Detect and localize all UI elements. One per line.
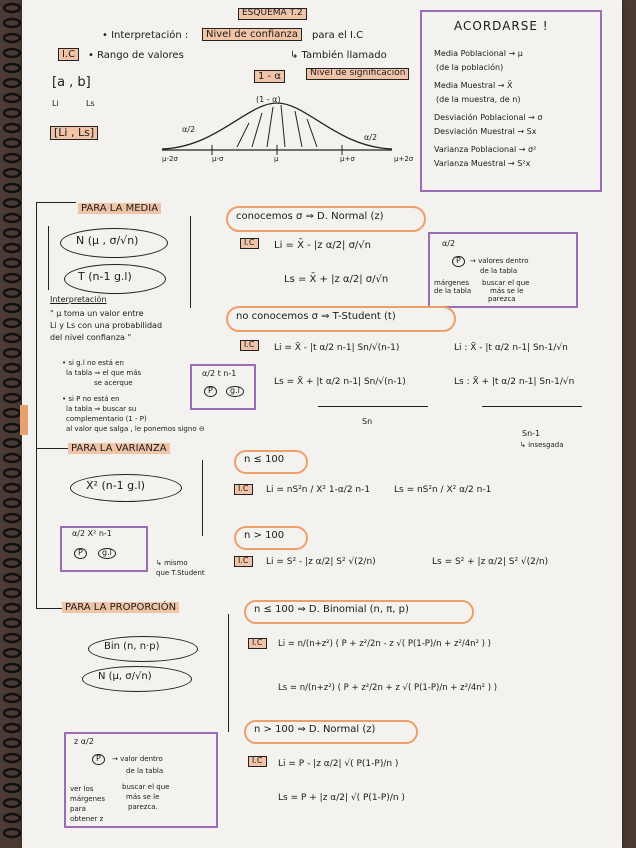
interval-a-b: [a , b] (52, 75, 91, 90)
media-sub-line (48, 226, 49, 290)
varianza-ls-big: Ls = S² + |z α/2| S² √(2/n) (432, 557, 549, 567)
media-ls-z: Ls = X̄ + |z α/2| σ/√n (284, 274, 389, 285)
spiral-ring (4, 724, 20, 732)
spiral-ring (4, 4, 20, 12)
ls-small: Ls (86, 99, 95, 108)
prop-side-left4: obtener z (70, 815, 104, 823)
spiral-ring (4, 619, 20, 627)
media-ls-t: Ls = X̄ + |t α/2 n-1| Sn/√(n-1) (274, 377, 406, 387)
media-side-text3: buscar el que (482, 279, 530, 287)
note2-d: al valor que salga , le ponemos signo ⊖ (66, 425, 205, 433)
note1-c: se acerque (94, 379, 133, 387)
interpretacion-label: • Interpretación : (102, 30, 189, 41)
spiral-ring (4, 829, 20, 837)
spiral-ring (4, 34, 20, 42)
acordarse-title: ACORDARSE ! (454, 19, 549, 33)
spiral-ring (4, 214, 20, 222)
spiral-ring (4, 184, 20, 192)
page-title: ESQUEMA T.2 (238, 8, 307, 20)
distribution-tick: μ (274, 155, 279, 163)
acordarse-item: (de la muestra, de n) (436, 95, 521, 104)
spiral-ring (4, 154, 20, 162)
nivel-confianza-label: Nivel de confianza (202, 28, 302, 41)
note1-b: la tabla ⇒ el que más (66, 369, 142, 377)
prop-side-text4: más se le (126, 793, 160, 801)
spiral-ring (4, 679, 20, 687)
varianza-small-p: P (74, 548, 87, 559)
prop-li-big: Li = P - |z α/2| √( P(1-P)/n ) (278, 759, 399, 769)
media-small-gl: g.l (226, 386, 244, 397)
media-interpretacion: Interpretación (50, 295, 107, 304)
nivel-significacion-label: Nivel de significación (306, 68, 409, 80)
varianza-small-box-label: α/2 X² n-1 (72, 529, 112, 538)
spiral-ring (4, 739, 20, 747)
sn1-note: ↳ insesgada (520, 441, 564, 449)
spiral-ring (4, 649, 20, 657)
prop-branch-line (228, 614, 229, 732)
acordarse-item: Media Muestral → X̄ (434, 81, 513, 90)
prop-li: Li = n/(n+z²) ( P + z²/2n - z √( P(1-P)/n + z²/4n² ) ) (278, 639, 491, 649)
note2-b: la tabla ⇒ buscar su (66, 405, 137, 413)
media-small-p: P (204, 386, 217, 397)
varianza-branch-line (202, 460, 203, 536)
media-normal-dist: N (μ , σ/√n) (76, 234, 139, 247)
spiral-ring (4, 274, 20, 282)
spiral-ring (4, 664, 20, 672)
spiral-ring (4, 484, 20, 492)
acordarse-item: Varianza Muestral → S²x (434, 159, 531, 168)
spiral-ring (4, 604, 20, 612)
varianza-mismo2: que T.Student (156, 569, 205, 577)
media-li-t2: Li : X̄ - |t α/2 n-1| Sn-1/√n (454, 343, 568, 353)
spiral-ring (4, 409, 20, 417)
interval-li-ls: [Li , Ls] (50, 126, 98, 140)
spiral-ring (4, 199, 20, 207)
media-side-margen: márgenes de la tabla (434, 279, 472, 295)
sn-brace (318, 406, 428, 407)
spiral-ring (4, 529, 20, 537)
varianza-ls: Ls = nS²n / X² α/2 n-1 (394, 485, 492, 495)
spiral-ring (4, 109, 20, 117)
sn1-brace (482, 406, 582, 407)
prop-ic: I.C (248, 638, 267, 649)
interp-line-3: del nivel confianza " (50, 333, 132, 342)
spiral-ring (4, 799, 20, 807)
spiral-ring (4, 259, 20, 267)
prop-bin: Bin (n, n·p) (104, 641, 160, 652)
media-ic-1: I.C (240, 238, 259, 249)
spiral-ring (4, 19, 20, 27)
spiral-ring (4, 94, 20, 102)
prop-side-left3: para (70, 805, 86, 813)
spiral-ring (4, 319, 20, 327)
media-title: PARA LA MEDIA (78, 203, 161, 214)
distribution-tick: μ+σ (340, 155, 355, 163)
spiral-ring (4, 439, 20, 447)
media-side-p: P (452, 256, 465, 267)
prop-side-text1: → valor dentro (112, 755, 163, 763)
note2-a: • si P no está en (62, 395, 120, 403)
acordarse-item: Desviación Poblacional → σ (434, 113, 543, 122)
media-side-text4: más se le (490, 287, 524, 295)
varianza-n-small: n ≤ 100 (244, 454, 285, 465)
spiral-ring (4, 244, 20, 252)
acordarse-item: Media Poblacional → μ (434, 49, 523, 58)
spiral-ring (4, 634, 20, 642)
media-side-text2: de la tabla (480, 267, 518, 275)
varianza-ic-big: I.C (234, 556, 253, 567)
li-small: Li (52, 99, 59, 108)
interp-line-2: Li y Ls con una probabilidad (50, 321, 163, 330)
chi-dist: X² (n-1 g.l) (86, 479, 145, 492)
spiral-ring (4, 514, 20, 522)
no-conocemos-label: no conocemos σ ⇒ T-Student (t) (236, 311, 396, 322)
spiral-ring (4, 454, 20, 462)
alpha-right: α/2 (364, 133, 378, 142)
acordarse-item: Varianza Poblacional → σ² (434, 145, 537, 154)
proporcion-arm (36, 608, 62, 609)
interp-line-1: " μ toma un valor entre (50, 309, 144, 318)
spiral-ring (4, 64, 20, 72)
tambien-label: ↳ También llamado (290, 50, 387, 61)
prop-side-text5: parezca. (128, 803, 158, 811)
spiral-ring (4, 349, 20, 357)
spiral-ring (4, 709, 20, 717)
media-ic-2: I.C (240, 340, 259, 351)
spiral-ring (4, 49, 20, 57)
page-tab (20, 405, 28, 435)
distribution-tick: μ-σ (212, 155, 224, 163)
spiral-ring (4, 394, 20, 402)
prop-ic-big: I.C (248, 756, 267, 767)
spiral-ring (4, 79, 20, 87)
acordarse-item: (de la población) (436, 63, 504, 72)
note1-a: • si g.l no está en (62, 359, 124, 367)
spiral-ring (4, 769, 20, 777)
spiral-ring (4, 379, 20, 387)
media-side-alpha: α/2 (442, 239, 456, 248)
spiral-ring (4, 784, 20, 792)
ic-label: I.C (58, 48, 79, 61)
spiral-ring (4, 229, 20, 237)
media-side-text5: parezca (488, 295, 516, 303)
sn-label: Sn (362, 417, 373, 426)
distribution-tick: μ+2σ (394, 155, 414, 163)
one-minus-alpha-curve: (1 - α) (256, 95, 281, 104)
varianza-li-big: Li = S² - |z α/2| S² √(2/n) (266, 557, 376, 567)
notebook-page (22, 0, 622, 848)
media-ls-t2: Ls : X̄ + |t α/2 n-1| Sn-1/√n (454, 377, 575, 387)
varianza-li: Li = nS²n / X² 1-α/2 n-1 (266, 485, 371, 495)
prop-side-left2: márgenes (70, 795, 106, 803)
spiral-ring (4, 574, 20, 582)
prop-n-small: n ≤ 100 ⇒ D. Binomial (n, π, p) (254, 604, 409, 615)
bracket-arm (36, 202, 76, 203)
spiral-ring (4, 124, 20, 132)
varianza-small-gl: g.l (98, 548, 116, 559)
prop-side-p: P (92, 754, 105, 765)
prop-n-big: n > 100 ⇒ D. Normal (z) (254, 724, 376, 735)
prop-side-text3: buscar el que (122, 783, 170, 791)
media-side-text1: → valores dentro (470, 257, 529, 265)
spiral-ring (4, 139, 20, 147)
rango-label: • Rango de valores (88, 50, 184, 61)
alpha-left: α/2 (182, 125, 196, 134)
media-small-box-label: α/2 t n-1 (202, 369, 237, 378)
varianza-title: PARA LA VARIANZA (68, 443, 170, 454)
media-branch-line (190, 216, 191, 308)
prop-side-text2: de la tabla (126, 767, 164, 775)
spiral-ring (4, 169, 20, 177)
varianza-ic: I.C (234, 484, 253, 495)
prop-side-left1: ver los (70, 785, 94, 793)
spiral-ring (4, 589, 20, 597)
spiral-ring (4, 304, 20, 312)
prop-normal: N (μ, σ/√n) (98, 671, 152, 682)
spiral-ring (4, 424, 20, 432)
conocemos-label: conocemos σ ⇒ D. Normal (z) (236, 211, 384, 222)
spiral-ring (4, 469, 20, 477)
acordarse-item: Desviación Muestral → Sx (434, 127, 537, 136)
media-li-z: Li = X̄ - |z α/2| σ/√n (274, 240, 371, 251)
note2-c: complementario (1 - P) (66, 415, 147, 423)
distribution-tick: μ-2σ (162, 155, 178, 163)
spiral-ring (4, 694, 20, 702)
prop-ls-big: Ls = P + |z α/2| √( P(1-P)/n ) (278, 793, 405, 803)
spiral-ring (4, 334, 20, 342)
proporcion-title: PARA LA PROPORCIÓN (62, 602, 179, 613)
sn1-label: Sn-1 (522, 429, 541, 438)
varianza-n-big: n > 100 (244, 530, 285, 541)
spiral-ring (4, 559, 20, 567)
varianza-mismo: ↳ mismo (156, 559, 188, 567)
media-t-dist: T (n-1 g.l) (78, 270, 132, 283)
media-li-t: Li = X̄ - |t α/2 n-1| Sn/√(n-1) (274, 343, 400, 353)
para-el-ic-label: para el I.C (312, 30, 364, 41)
prop-side-alpha: z α/2 (74, 737, 94, 746)
spiral-ring (4, 289, 20, 297)
one-minus-alpha: 1 - α (254, 70, 285, 83)
prop-ls: Ls = n/(n+z²) ( P + z²/2n + z √( P(1-P)/n + z²/4n² ) ) (278, 683, 498, 693)
main-bracket-line (36, 202, 37, 608)
spiral-binding (0, 0, 22, 848)
spiral-ring (4, 364, 20, 372)
spiral-ring (4, 499, 20, 507)
spiral-ring (4, 754, 20, 762)
spiral-ring (4, 544, 20, 552)
spiral-ring (4, 814, 20, 822)
